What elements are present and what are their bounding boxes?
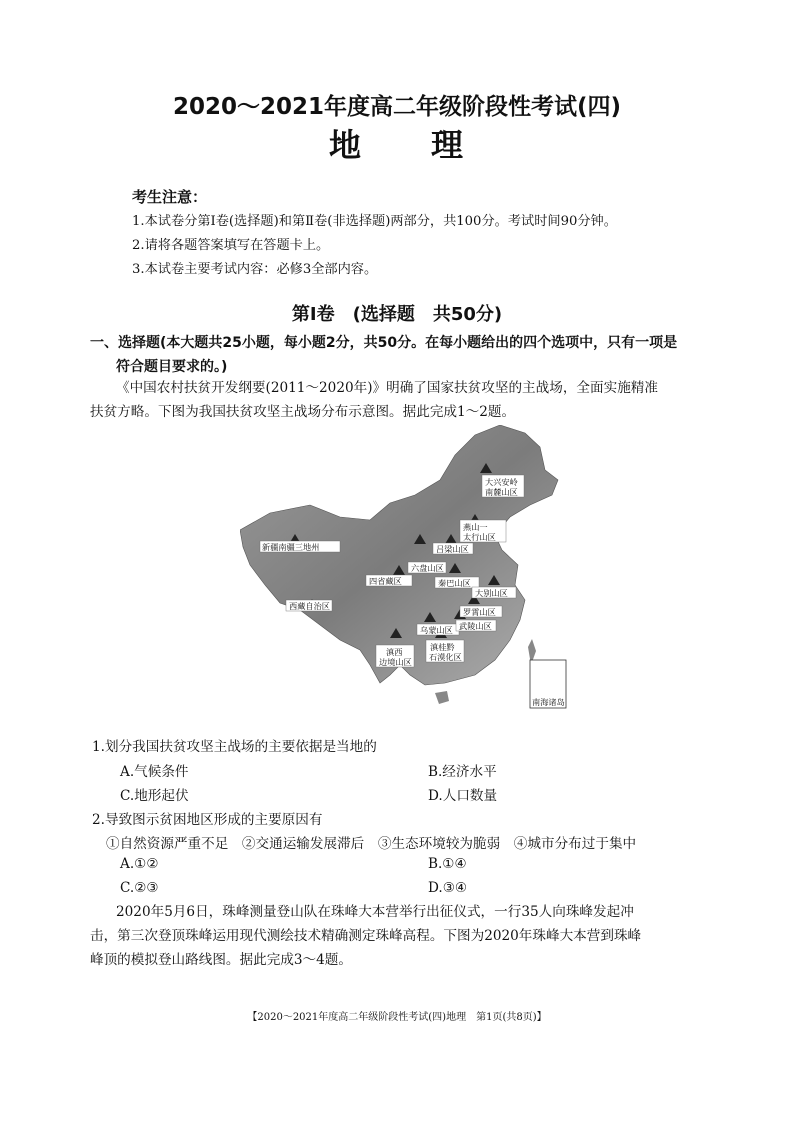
q1-option-c: C.地形起伏 xyxy=(120,788,189,804)
label-daxinganling-1: 大兴安岭 xyxy=(485,477,518,487)
label-wuling: 武陵山区 xyxy=(459,621,492,631)
q2-stem: 2.导致图示贫困地区形成的主要原因有 xyxy=(92,812,323,828)
hainan-island xyxy=(435,691,449,704)
part-heading-line2: 符合题目要求的。) xyxy=(116,359,228,375)
q2-option-a: A.①② xyxy=(120,856,159,872)
q2-statements: ①自然资源严重不足 ②交通运输发展滞后 ③生态环境较为脆弱 ④城市分布过于集中 xyxy=(106,836,637,852)
q2-option-d: D.③④ xyxy=(428,880,468,896)
notice-item-1: 1.本试卷分第Ⅰ卷(选择题)和第Ⅱ卷(非选择题)两部分，共100分。考试时间90分钟。 xyxy=(132,214,617,229)
label-yanshan-2: 太行山区 xyxy=(463,532,496,542)
notice-item-2: 2.请将各题答案填写在答题卡上。 xyxy=(132,238,330,253)
part-heading-line1: 一、选择题(本大题共25小题，每小题2分，共50分。在每小题给出的四个选项中，只有一项是 xyxy=(90,335,678,351)
label-dianguiqian-1: 滇桂黔 xyxy=(430,642,455,652)
label-qinba: 秦巴山区 xyxy=(438,578,471,588)
exam-title: 2020～2021年度高二年级阶段性考试(四) xyxy=(172,94,622,120)
intro1-line2: 扶贫方略。下图为我国扶贫攻坚主战场分布示意图。据此完成1～2题。 xyxy=(90,404,516,420)
q1-option-d: D.人口数量 xyxy=(428,788,498,804)
label-dianguiqian-2: 石漠化区 xyxy=(429,652,462,662)
label-dabie: 大别山区 xyxy=(475,588,508,598)
label-dianxi-1: 滇西 xyxy=(386,647,403,657)
label-daxinganling-2: 南麓山区 xyxy=(485,487,518,497)
q1-option-b: B.经济水平 xyxy=(428,764,497,780)
label-xinjiang: 新疆南疆三地州 xyxy=(262,542,320,552)
section-heading: 第Ⅰ卷 (选择题 共50分) xyxy=(291,304,503,325)
notice-item-3: 3.本试卷主要考试内容：必修3全部内容。 xyxy=(132,262,378,277)
intro2-line3: 峰顶的模拟登山路线图。据此完成3～4题。 xyxy=(90,952,352,968)
intro1-line1: 《中国农村扶贫开发纲要(2011～2020年)》明确了国家扶贫攻坚的主战场，全面实施精准 xyxy=(116,380,658,396)
subject-title: 地 理 xyxy=(328,126,465,164)
label-liupan: 六盘山区 xyxy=(411,563,444,573)
label-lvliang: 吕梁山区 xyxy=(436,544,469,554)
poverty-areas-map xyxy=(240,425,580,715)
q2-option-b: B.①④ xyxy=(428,856,467,872)
nanhai-label: 南海诸岛 xyxy=(532,697,565,707)
page-footer: 【2020～2021年度高二年级阶段性考试(四)地理 第1页(共8页)】 xyxy=(247,1012,547,1023)
q1-stem: 1.划分我国扶贫攻坚主战场的主要依据是当地的 xyxy=(92,739,377,755)
label-wumeng: 乌蒙山区 xyxy=(420,625,453,635)
label-dianxi-2: 边境山区 xyxy=(379,657,412,667)
label-sizang: 四省藏区 xyxy=(369,576,402,586)
label-luoxiao: 罗霄山区 xyxy=(463,607,496,617)
q2-option-c: C.②③ xyxy=(120,880,159,896)
label-yanshan-1: 燕山一 xyxy=(463,522,488,532)
intro2-line2: 击，第三次登顶珠峰运用现代测绘技术精确测定珠峰高程。下图为2020年珠峰大本营到珠峰 xyxy=(90,928,642,944)
intro2-line1: 2020年5月6日，珠峰测量登山队在珠峰大本营举行出征仪式，一行35人向珠峰发起冲 xyxy=(116,904,634,920)
q1-option-a: A.气候条件 xyxy=(120,764,189,780)
label-xizang: 西藏自治区 xyxy=(289,601,330,611)
notice-heading: 考生注意： xyxy=(132,188,208,206)
